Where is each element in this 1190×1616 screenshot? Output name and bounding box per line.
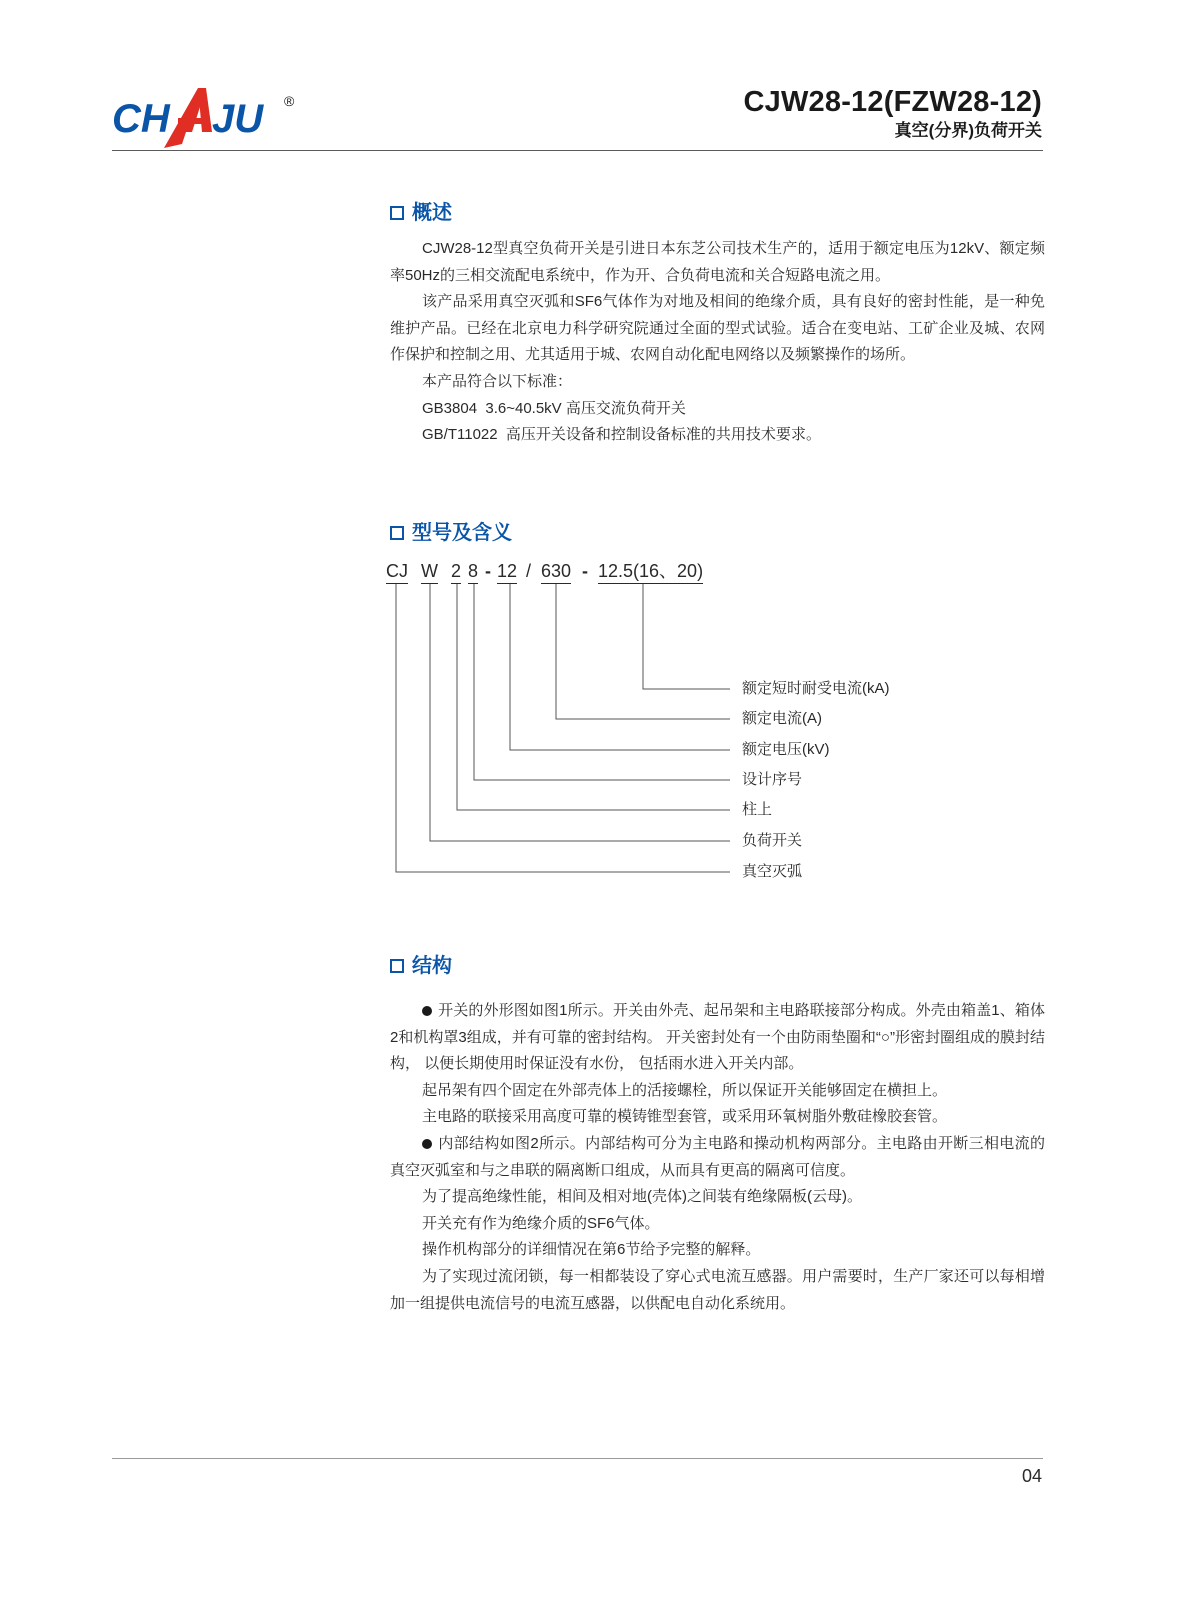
code-dash-1: - (485, 561, 491, 581)
structure-paragraph-2: 起吊架有四个固定在外部壳体上的活接螺栓，所以保证开关能够固定在横担上。 (422, 1082, 948, 1099)
svg-text:CH: CH (112, 97, 170, 141)
connector-voltage (510, 584, 730, 750)
overview-paragraph-1: CJW28-12型真空负荷开关是引进日本东芝公司技术生产的，适用于额定电压为12kV、额定频率50Hz的三相交流配电系统中，作为开、合负荷电流和关合短路电流之用。 (390, 240, 1045, 284)
connector-vacuum (396, 584, 730, 872)
connector-short-time (643, 584, 730, 689)
code-slash: / (526, 561, 532, 581)
model-title: CJW28-12(FZW28-12) (743, 86, 1042, 118)
connector-design-no (474, 584, 730, 780)
section-title: 结构 (412, 955, 452, 977)
bullet-icon (422, 1139, 432, 1149)
structure-paragraph-8: 为了实现过流闭锁，每一相都装设了穿心式电流互感器。用户需要时，生产厂家还可以每相增加一组提供电流信号的电流互感器，以供配电自动化系统用。 (390, 1268, 1045, 1312)
code-part-voltage: 12 (497, 559, 517, 584)
bullet-icon (422, 1006, 432, 1016)
label-rated-voltage: 额定电压(kV) (742, 741, 830, 758)
label-load-switch: 负荷开关 (742, 832, 803, 849)
label-rated-short-time-current: 额定短时耐受电流(kA) (742, 680, 890, 697)
label-rated-current: 额定电流(A) (742, 710, 822, 727)
structure-paragraph-1 (390, 998, 1045, 1078)
label-design-number: 设计序号 (742, 771, 803, 788)
svg-text:JU: JU (212, 97, 264, 141)
section-title: 概述 (412, 202, 452, 224)
footer-divider (112, 1458, 1043, 1459)
overview-paragraph-2: 该产品采用真空灭弧和SF6气体作为对地及相间的绝缘介质，具有良好的密封性能，是一种免维护产品。已经在北京电力科学研究院通过全面的型式试验。适合在变电站、工矿企业及城、农网作保护和控制之用、尤其适用于城、农网自动化配电网络以及频繁操作的场所。 (390, 293, 1045, 363)
connector-load-switch (430, 584, 730, 841)
checkbox-square-icon (390, 959, 404, 973)
svg-text:®: ® (284, 93, 295, 109)
structure-paragraph-6: 开关充有作为绝缘介质的SF6气体。 (422, 1215, 660, 1232)
standard-gb3804: GB3804 3.6~40.5kV 高压交流负荷开关 (422, 400, 686, 417)
label-vacuum-arc: 真空灭弧 (742, 863, 803, 880)
code-part-2: 2 (451, 559, 461, 584)
code-part-short-time: 12.5(16、20) (598, 559, 703, 584)
code-part-cj: CJ (386, 559, 408, 584)
structure-paragraph-1-text: 开关的外形图如图1所示。开关由外壳、起吊架和主电路联接部分构成。外壳由箱盖1、箱体2和机构罩3组成，并有可靠的密封结构。 开关密封处有一个由防雨垫圈和“○”形密封圈组成的膜封结构， 以便长期使用时保证没有水份， 包括雨水进入开关内部。 (390, 1002, 1045, 1072)
structure-paragraph-5: 为了提高绝缘性能，相间及相对地(壳体)之间装有绝缘隔板(云母)。 (422, 1188, 862, 1205)
overview-paragraph-3: 本产品符合以下标准： (422, 373, 573, 390)
structure-paragraph-4-text: 内部结构如图2所示。内部结构可分为主电路和操动机构两部分。主电路由开断三相电流的真空灭弧室和与之串联的隔离断口组成，从而具有更高的隔离可信度。 (390, 1135, 1045, 1179)
code-dash-2: - (582, 561, 588, 581)
structure-paragraph-7: 操作机构部分的详细情况在第6节给予完整的解释。 (422, 1241, 761, 1258)
code-part-current: 630 (541, 559, 571, 584)
label-pole-mounted: 柱上 (742, 801, 773, 818)
connector-pole (457, 584, 730, 810)
standard-gbt11022: GB/T11022 高压开关设备和控制设备标准的共用技术要求。 (422, 426, 821, 443)
structure-paragraph-4 (390, 1131, 1045, 1184)
code-part-8: 8 (468, 559, 478, 584)
section-heading-structure (390, 953, 452, 979)
product-name: 真空(分界)负荷开关 (894, 121, 1042, 140)
page-number: 04 (1021, 1466, 1042, 1486)
code-part-w: W (421, 559, 438, 584)
section-title: 型号及含义 (412, 522, 512, 544)
structure-paragraph-3: 主电路的联接采用高度可靠的模铸锥型套管，或采用环氧树脂外敷硅橡胶套管。 (422, 1108, 948, 1125)
